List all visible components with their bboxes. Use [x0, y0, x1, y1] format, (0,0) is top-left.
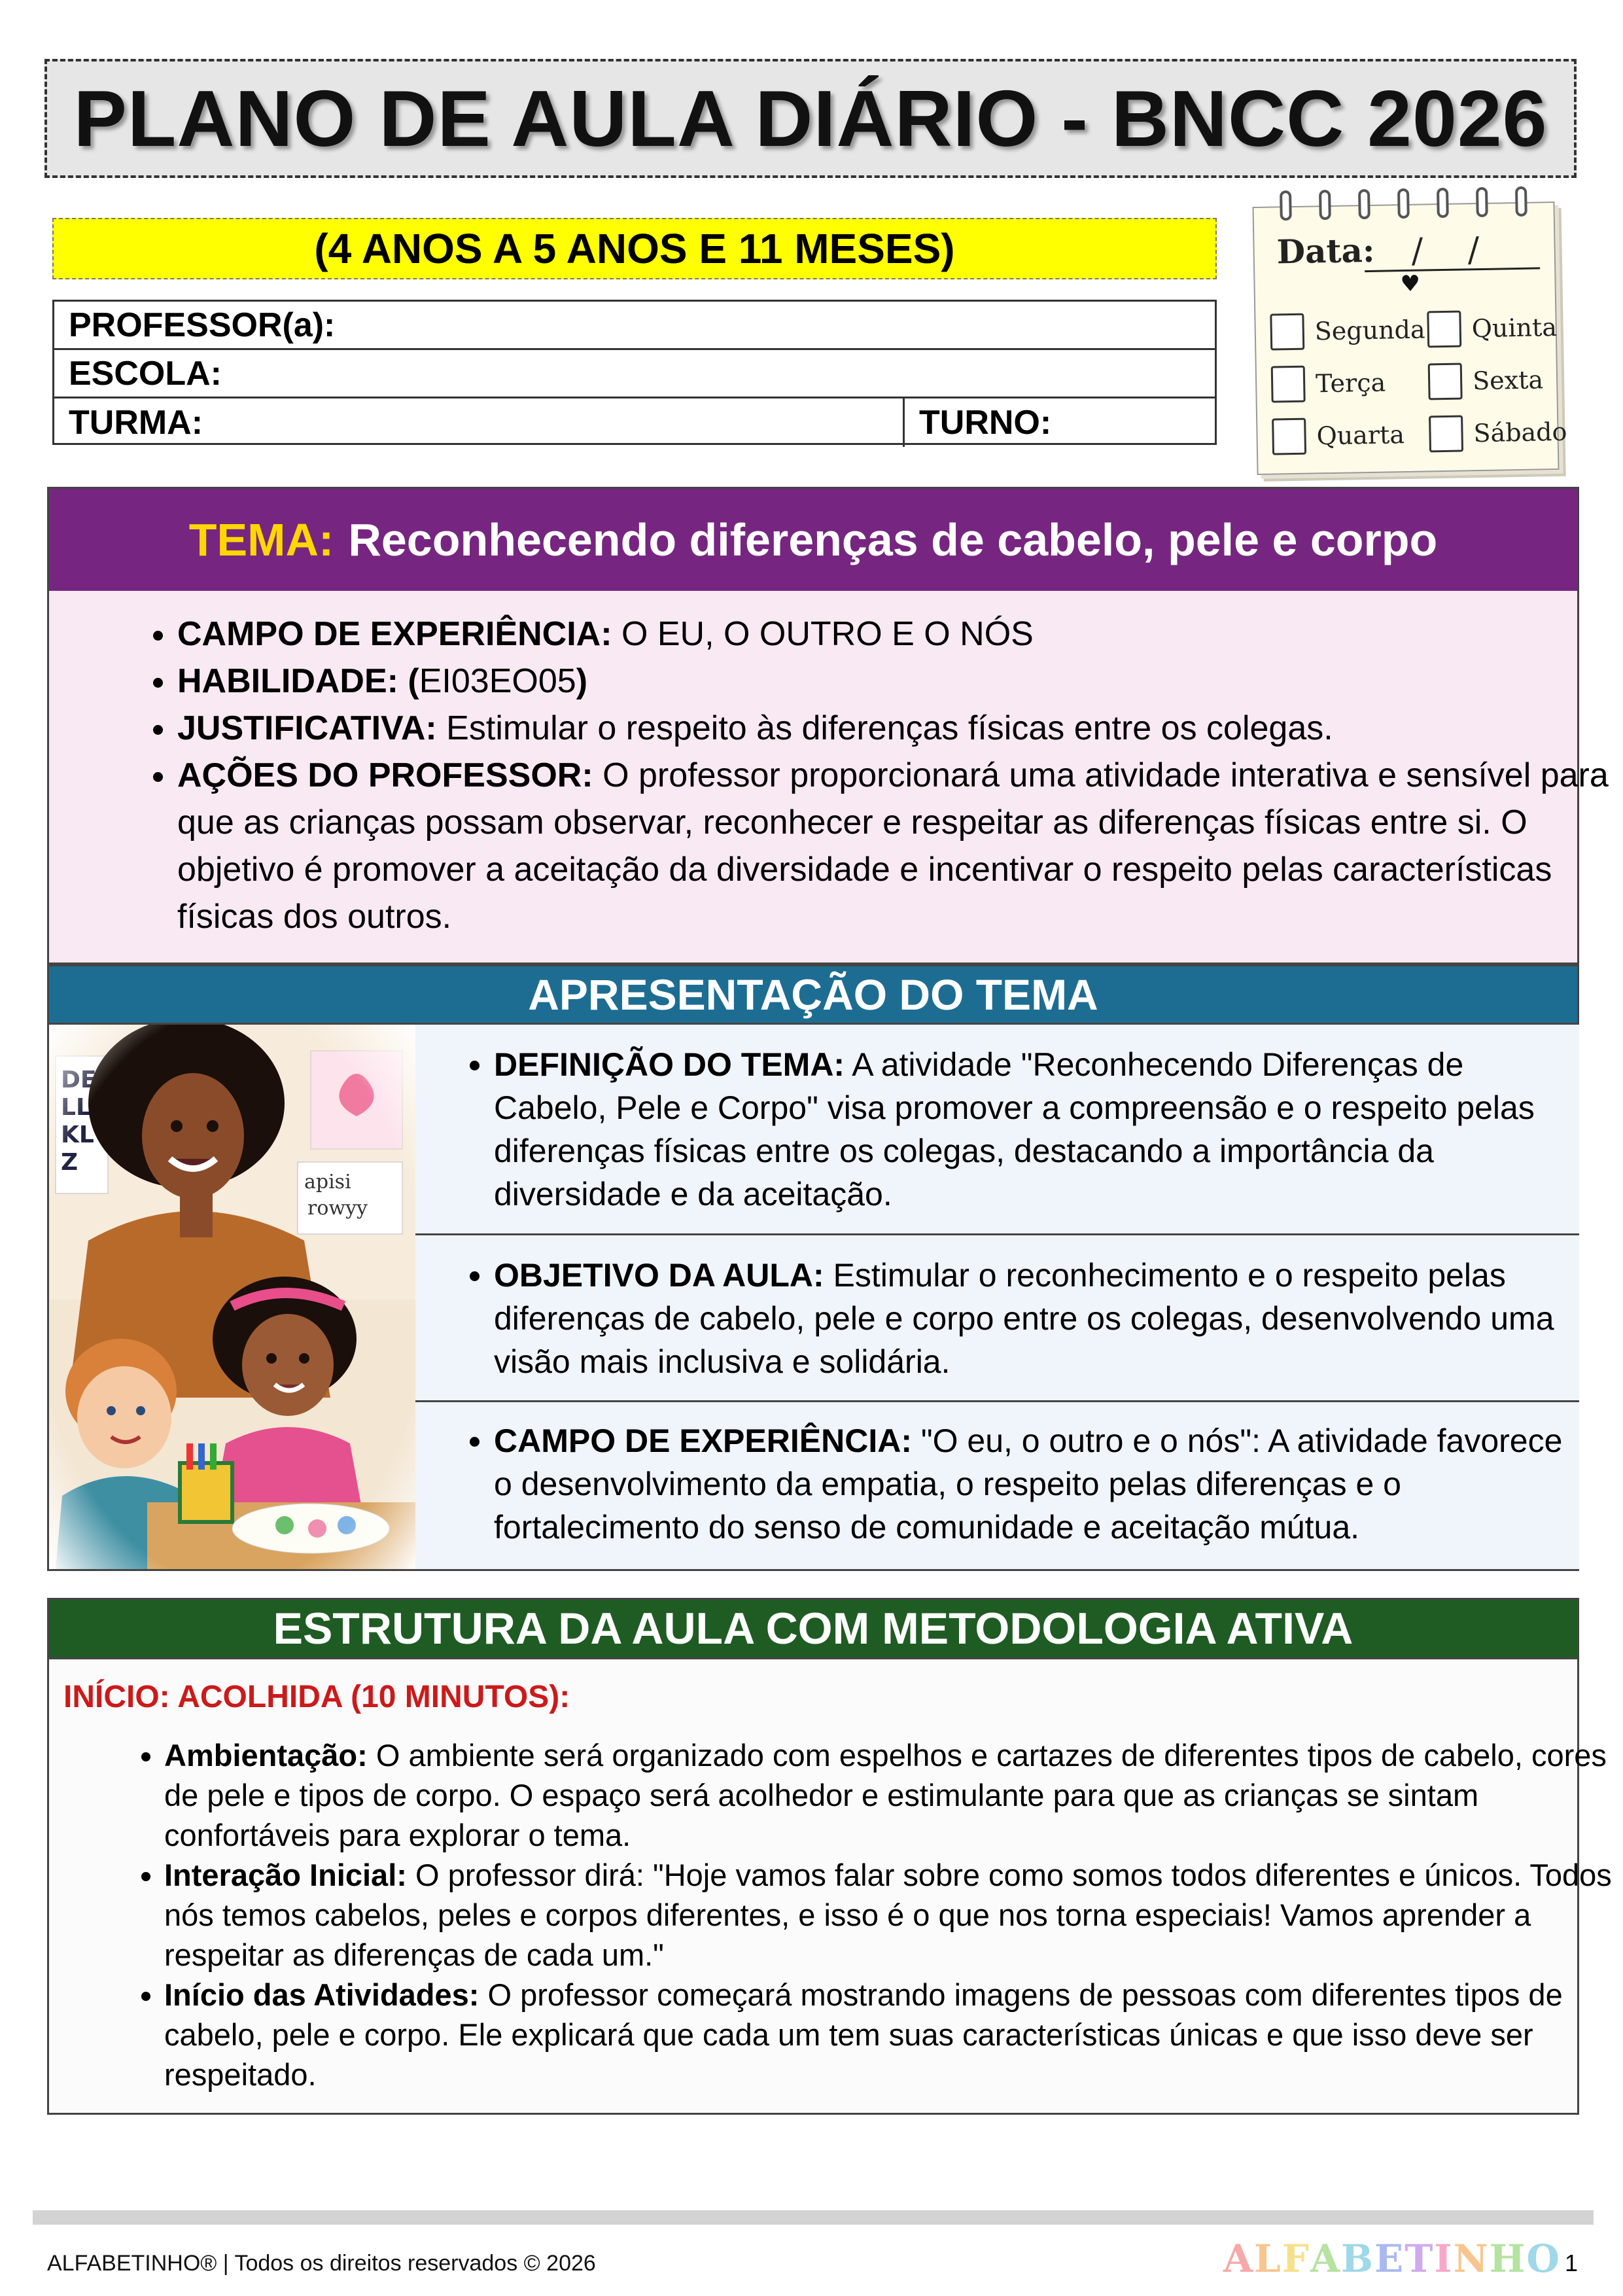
list-item: • Ambientação: O ambiente será organizado com espelhos e cartazes de diferentes tipos de cabelo, cores de pele e tipos de corpo. O espaço será acolhedor e estimulante para que as crianças se sintam confortáveis para explorar o tema.: [164, 1735, 1616, 1855]
checkbox[interactable]: [1428, 363, 1463, 400]
list-item: • Interação Inicial: O professor dirá: "Hoje vamos falar sobre como somos todos diferentes e únicos. Todos nós temos cabelos, peles e corpos diferentes, e isso é o que nos torna especiais! Vamos aprender a respeitar as diferenças de cada um.": [164, 1855, 1616, 1975]
tema-section: [47, 487, 1609, 964]
list-item: • HABILIDADE: (EI03EO05): [177, 658, 1623, 705]
turma-row: [54, 398, 1215, 447]
professor-label: PROFESSOR(a):: [69, 306, 336, 344]
estrutura-list: [108, 1735, 1616, 2094]
tema-title: Reconhecendo diferenças de cabelo, pele e corpo: [348, 514, 1438, 565]
professor-row: [54, 302, 1215, 350]
campo-cell: [415, 1402, 1579, 1569]
logo-letter: F: [1282, 2236, 1310, 2281]
tema-label: TEMA:: [188, 514, 334, 565]
estrutura-body: [47, 1659, 1612, 2115]
list-item: • CAMPO DE EXPERIÊNCIA: O EU, O OUTRO E O NÓS: [177, 610, 1623, 658]
spiral-ring: [1437, 188, 1449, 218]
logo-letter: A: [1223, 2236, 1255, 2281]
objetivo-cell: [415, 1235, 1579, 1402]
day-sexta[interactable]: Sexta: [1428, 361, 1544, 400]
checkbox[interactable]: [1270, 313, 1304, 351]
classroom-illustration: [49, 1025, 417, 1569]
estrutura-header: ESTRUTURA DA AULA COM METODOLOGIA ATIVA: [47, 1598, 1579, 1659]
footer-copyright: ALFABETINHO® | Todos os direitos reservados © 2026: [47, 2251, 596, 2276]
apresentacao-body: [47, 1025, 1579, 1571]
brand-logo: [1223, 2236, 1561, 2281]
list-item: • JUSTIFICATIVA: Estimular o respeito às diferenças físicas entre os colegas.: [177, 705, 1623, 752]
turma-label: TURMA:: [69, 404, 203, 442]
age-band: (4 ANOS A 5 ANOS E 11 MESES): [52, 218, 1217, 279]
checkbox[interactable]: [1272, 418, 1306, 455]
inicio-title: INÍCIO: ACOLHIDA (10 MINUTOS):: [63, 1680, 570, 1714]
checkbox[interactable]: [1427, 311, 1461, 348]
day-segunda[interactable]: Segunda: [1270, 311, 1425, 350]
spiral-ring: [1476, 187, 1488, 217]
logo-letter: E: [1374, 2236, 1405, 2281]
apresentacao-header: APRESENTAÇÃO DO TEMA: [47, 964, 1579, 1025]
date-line: [1365, 267, 1540, 272]
logo-letter: B: [1341, 2236, 1375, 2281]
logo-letter: T: [1405, 2236, 1435, 2281]
spiral-ring: [1397, 188, 1410, 219]
tema-header: [49, 489, 1577, 591]
escola-row: [54, 350, 1215, 398]
spiral-ring: [1280, 190, 1292, 221]
footer-divider: [33, 2210, 1594, 2225]
spiral-ring: [1358, 189, 1370, 219]
page-title: PLANO DE AULA DIÁRIO - BNCC 2026: [73, 74, 1548, 163]
heart-icon: ♥: [1400, 270, 1421, 298]
page-number: 1: [1565, 2250, 1579, 2276]
logo-letter: L: [1254, 2236, 1282, 2281]
info-table: [52, 300, 1217, 445]
date-label: Data:: [1276, 230, 1375, 272]
day-terca[interactable]: Terça: [1271, 364, 1386, 403]
turno-label: TURNO:: [919, 404, 1052, 442]
list-item: • Início das Atividades: O professor começará mostrando imagens de pessoas com diferentes tipos de cabelo, pele e corpo. Ele explicará que cada um tem suas características únicas e que isso deve ser respeitado.: [164, 1975, 1616, 2094]
list-item: • DEFINIÇÃO DO TEMA: A atividade "Reconhecendo Diferenças de Cabelo, Pele e Corpo" visa promover a compreensão e o respeito pelas diferenças físicas entre os colegas, destacando a importância da diversidade e da aceitação.: [494, 1043, 1567, 1216]
tema-list: [121, 610, 1623, 940]
date-slash: /: [1411, 231, 1423, 271]
logo-letter: H: [1489, 2236, 1527, 2281]
day-quinta[interactable]: Quinta: [1427, 309, 1557, 347]
day-sabado[interactable]: Sábado: [1429, 414, 1567, 453]
list-item: • AÇÕES DO PROFESSOR: O professor proporcionará uma atividade interativa e sensível para que as crianças possam observar, reconhecer e respeitar as diferenças físicas entre si. O objetivo é promover a aceitação da diversidade e incentivar o respeito pelas características físicas dos outros.: [177, 752, 1623, 940]
checkbox[interactable]: [1271, 366, 1306, 403]
list-item: • OBJETIVO DA AULA: Estimular o reconhecimento e o respeito pelas diferenças de cabelo, pele e corpo entre os colegas, desenvolvendo uma visão mais inclusiva e solidária.: [494, 1254, 1567, 1383]
date-notepad: [1252, 202, 1567, 475]
logo-letter: O: [1526, 2236, 1561, 2281]
date-slash: /: [1467, 230, 1480, 270]
day-quarta[interactable]: Quarta: [1272, 416, 1405, 455]
turno-cell: [903, 398, 1051, 447]
logo-letter: A: [1310, 2236, 1341, 2281]
spiral-ring: [1319, 190, 1331, 220]
escola-label: ESCOLA:: [69, 354, 222, 393]
list-item: • CAMPO DE EXPERIÊNCIA: "O eu, o outro e o nós": A atividade favorece o desenvolvimento da empatia, o respeito pelas diferenças e o fortalecimento do senso de comunidade e aceitação mútua.: [494, 1419, 1567, 1549]
checkbox[interactable]: [1429, 415, 1463, 452]
definicao-cell: [415, 1025, 1579, 1235]
spiral-ring: [1515, 186, 1527, 217]
illustration-svg: [49, 1025, 415, 1569]
logo-letter: N: [1453, 2236, 1490, 2281]
title-banner: [44, 59, 1577, 178]
logo-letter: I: [1434, 2236, 1454, 2281]
